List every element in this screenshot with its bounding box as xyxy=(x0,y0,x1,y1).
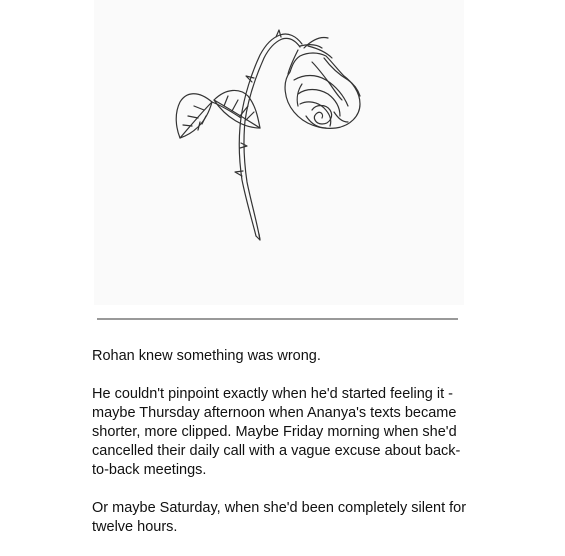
section-divider xyxy=(97,318,458,320)
story-illustration xyxy=(94,0,464,305)
story-paragraph: He couldn't pinpoint exactly when he'd started feeling it - maybe Thursday afternoon when Ananya's texts became shorter, more clipped. Maybe Friday morning when she'd cancelled their daily call with a vague excuse about back-to-back meetings. xyxy=(92,386,461,478)
story-text xyxy=(92,347,472,556)
story-paragraph: Rohan knew something was wrong. xyxy=(92,348,321,364)
wilted-rose-icon xyxy=(94,0,464,305)
story-paragraph: Or maybe Saturday, when she'd been completely silent for twelve hours. xyxy=(92,500,467,535)
